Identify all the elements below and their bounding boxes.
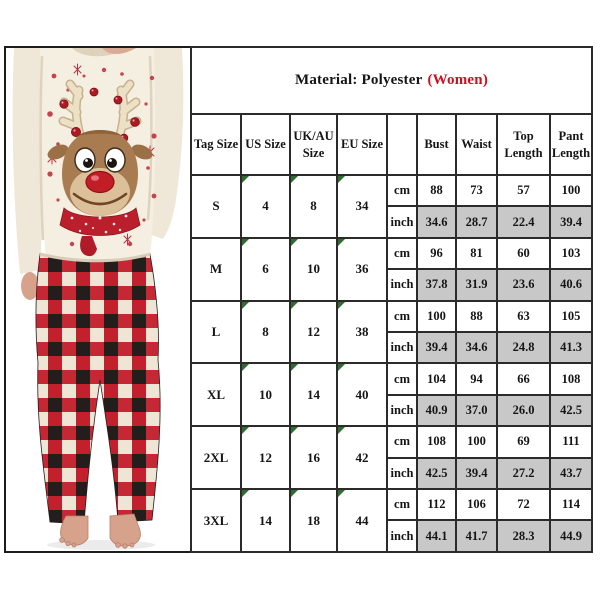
top-length-inch-2xl: 27.2 bbox=[497, 458, 550, 489]
pant-length-inch-3xl: 44.9 bbox=[550, 520, 592, 552]
col-header-tag-size: Tag Size bbox=[191, 114, 241, 175]
top-length-inch-xl: 26.0 bbox=[497, 395, 550, 426]
bust-inch-m: 37.8 bbox=[417, 269, 456, 300]
bust-inch-s: 34.6 bbox=[417, 206, 456, 237]
waist-cm-xl: 94 bbox=[456, 363, 497, 394]
eu-size-cell-xl: 40 bbox=[337, 363, 387, 426]
pant-length-inch-s: 39.4 bbox=[550, 206, 592, 237]
product-photo bbox=[4, 46, 192, 553]
green-corner-marker-icon bbox=[338, 364, 345, 371]
col-header-ukau-size: UK/AU Size bbox=[290, 114, 337, 175]
red-nose bbox=[86, 172, 114, 193]
pant-length-inch-xl: 42.5 bbox=[550, 395, 592, 426]
tag-size-cell-m: M bbox=[191, 238, 241, 301]
pant-length-cm-xl: 108 bbox=[550, 363, 592, 394]
waist-cm-l: 88 bbox=[456, 301, 497, 332]
unit-label-cm-3xl: cm bbox=[387, 489, 417, 520]
bust-inch-l: 39.4 bbox=[417, 332, 456, 363]
size-chart-table bbox=[190, 46, 593, 553]
top-length-cm-xl: 66 bbox=[497, 363, 550, 394]
unit-label-cm-s: cm bbox=[387, 175, 417, 206]
top-length-inch-3xl: 28.3 bbox=[497, 520, 550, 552]
eu-size-cell-l: 38 bbox=[337, 301, 387, 364]
pant-length-inch-l: 41.3 bbox=[550, 332, 592, 363]
ukau-size-cell-l: 12 bbox=[290, 301, 337, 364]
waist-inch-3xl: 41.7 bbox=[456, 520, 497, 552]
tag-size-cell-3xl: 3XL bbox=[191, 489, 241, 552]
top-length-cm-2xl: 69 bbox=[497, 426, 550, 457]
bust-cm-s: 88 bbox=[417, 175, 456, 206]
bust-inch-2xl: 42.5 bbox=[417, 458, 456, 489]
unit-label-inch-s: inch bbox=[387, 206, 417, 237]
unit-label-cm-xl: cm bbox=[387, 363, 417, 394]
green-corner-marker-icon bbox=[291, 427, 298, 434]
ukau-size-cell-xl: 14 bbox=[290, 363, 337, 426]
eu-size-cell-3xl: 44 bbox=[337, 489, 387, 552]
unit-label-inch-2xl: inch bbox=[387, 458, 417, 489]
ukau-size-cell-m: 10 bbox=[290, 238, 337, 301]
unit-label-cm-m: cm bbox=[387, 238, 417, 269]
us-size-cell-m: 6 bbox=[241, 238, 290, 301]
waist-cm-m: 81 bbox=[456, 238, 497, 269]
waist-cm-2xl: 100 bbox=[456, 426, 497, 457]
us-size-cell-2xl: 12 bbox=[241, 426, 290, 489]
bust-cm-2xl: 108 bbox=[417, 426, 456, 457]
green-corner-marker-icon bbox=[291, 490, 298, 497]
pant-length-cm-m: 103 bbox=[550, 238, 592, 269]
bust-cm-3xl: 112 bbox=[417, 489, 456, 520]
green-corner-marker-icon bbox=[338, 302, 345, 309]
unit-label-inch-xl: inch bbox=[387, 395, 417, 426]
ukau-size-cell-3xl: 18 bbox=[290, 489, 337, 552]
bust-cm-l: 100 bbox=[417, 301, 456, 332]
us-size-cell-xl: 10 bbox=[241, 363, 290, 426]
size-row-l-cm bbox=[191, 301, 592, 332]
unit-label-inch-l: inch bbox=[387, 332, 417, 363]
size-row-xl-cm bbox=[191, 363, 592, 394]
green-corner-marker-icon bbox=[291, 176, 298, 183]
top-length-inch-s: 22.4 bbox=[497, 206, 550, 237]
green-corner-marker-icon bbox=[338, 176, 345, 183]
top-length-cm-s: 57 bbox=[497, 175, 550, 206]
unit-label-inch-3xl: inch bbox=[387, 520, 417, 552]
pajama-model-illustration bbox=[6, 48, 190, 551]
green-corner-marker-icon bbox=[291, 302, 298, 309]
tag-size-cell-l: L bbox=[191, 301, 241, 364]
col-header-pant-length: Pant Length bbox=[550, 114, 592, 175]
top-length-cm-l: 63 bbox=[497, 301, 550, 332]
eu-size-cell-2xl: 42 bbox=[337, 426, 387, 489]
green-corner-marker-icon bbox=[338, 490, 345, 497]
ukau-size-cell-2xl: 16 bbox=[290, 426, 337, 489]
us-size-cell-3xl: 14 bbox=[241, 489, 290, 552]
size-row-m-cm bbox=[191, 238, 592, 269]
col-header-unit bbox=[387, 114, 417, 175]
pant-length-cm-l: 105 bbox=[550, 301, 592, 332]
waist-cm-s: 73 bbox=[456, 175, 497, 206]
pant-length-inch-m: 40.6 bbox=[550, 269, 592, 300]
unit-label-inch-m: inch bbox=[387, 269, 417, 300]
us-size-cell-s: 4 bbox=[241, 175, 290, 238]
waist-cm-3xl: 106 bbox=[456, 489, 497, 520]
col-header-waist: Waist bbox=[456, 114, 497, 175]
eu-size-cell-m: 36 bbox=[337, 238, 387, 301]
green-corner-marker-icon bbox=[242, 302, 249, 309]
material-title bbox=[191, 47, 592, 114]
green-corner-marker-icon bbox=[242, 364, 249, 371]
ukau-size-cell-s: 8 bbox=[290, 175, 337, 238]
green-corner-marker-icon bbox=[291, 364, 298, 371]
col-header-top-length: Top Length bbox=[497, 114, 550, 175]
waist-inch-2xl: 39.4 bbox=[456, 458, 497, 489]
column-header-row bbox=[191, 114, 592, 175]
unit-label-cm-l: cm bbox=[387, 301, 417, 332]
green-corner-marker-icon bbox=[242, 490, 249, 497]
green-corner-marker-icon bbox=[242, 239, 249, 246]
green-corner-marker-icon bbox=[242, 427, 249, 434]
col-header-eu-size: EU Size bbox=[337, 114, 387, 175]
top-length-cm-3xl: 72 bbox=[497, 489, 550, 520]
pant-length-cm-3xl: 114 bbox=[550, 489, 592, 520]
pant-length-inch-2xl: 43.7 bbox=[550, 458, 592, 489]
audience-label: (Women) bbox=[427, 72, 489, 88]
col-header-us-size: US Size bbox=[241, 114, 290, 175]
waist-inch-xl: 37.0 bbox=[456, 395, 497, 426]
bust-inch-xl: 40.9 bbox=[417, 395, 456, 426]
pant-length-cm-2xl: 111 bbox=[550, 426, 592, 457]
pant-length-cm-s: 100 bbox=[550, 175, 592, 206]
size-row-2xl-cm bbox=[191, 426, 592, 457]
bust-inch-3xl: 44.1 bbox=[417, 520, 456, 552]
top-length-inch-m: 23.6 bbox=[497, 269, 550, 300]
top-length-cm-m: 60 bbox=[497, 238, 550, 269]
green-corner-marker-icon bbox=[338, 427, 345, 434]
waist-inch-s: 28.7 bbox=[456, 206, 497, 237]
waist-inch-l: 34.6 bbox=[456, 332, 497, 363]
tag-size-cell-xl: XL bbox=[191, 363, 241, 426]
bust-cm-xl: 104 bbox=[417, 363, 456, 394]
top-length-inch-l: 24.8 bbox=[497, 332, 550, 363]
green-corner-marker-icon bbox=[242, 176, 249, 183]
tag-size-cell-2xl: 2XL bbox=[191, 426, 241, 489]
green-corner-marker-icon bbox=[338, 239, 345, 246]
size-row-3xl-cm bbox=[191, 489, 592, 520]
waist-inch-m: 31.9 bbox=[456, 269, 497, 300]
us-size-cell-l: 8 bbox=[241, 301, 290, 364]
bust-cm-m: 96 bbox=[417, 238, 456, 269]
col-header-bust: Bust bbox=[417, 114, 456, 175]
material-title-row bbox=[191, 47, 592, 114]
eu-size-cell-s: 34 bbox=[337, 175, 387, 238]
size-row-s-cm bbox=[191, 175, 592, 206]
unit-label-cm-2xl: cm bbox=[387, 426, 417, 457]
green-corner-marker-icon bbox=[291, 239, 298, 246]
tag-size-cell-s: S bbox=[191, 175, 241, 238]
material-label: Material: Polyester bbox=[294, 72, 423, 88]
